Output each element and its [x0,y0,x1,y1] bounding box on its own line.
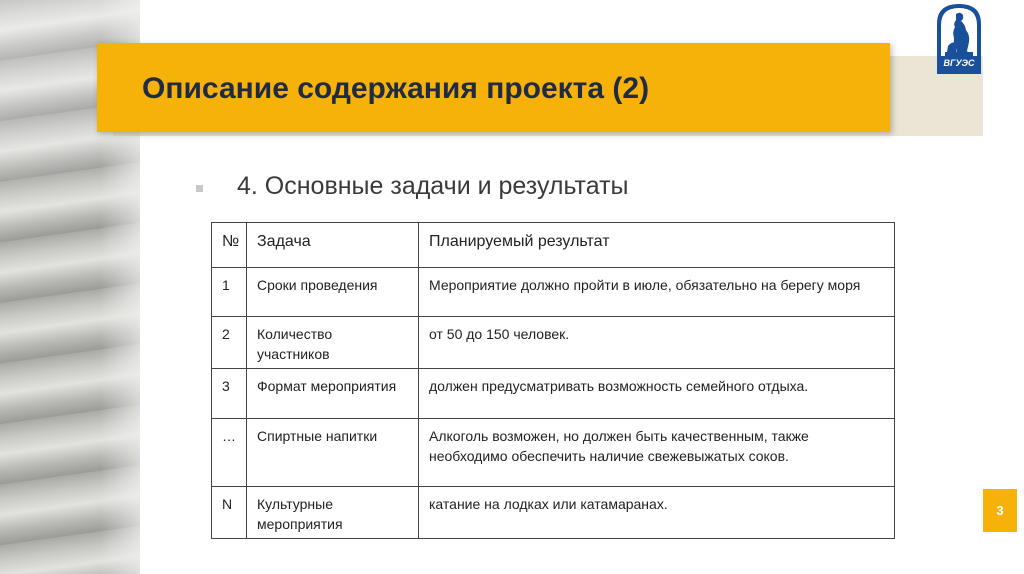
cell-number: 3 [212,369,247,419]
table-row [212,369,895,419]
table-row [212,268,895,317]
cell-result: должен предусматривать возможность семейного отдыха. [419,369,895,419]
square-bullet-icon [196,185,203,192]
university-logo [934,2,984,76]
table-row [212,487,895,539]
slide-subtitle: 4. Основные задачи и результаты [237,172,629,200]
cell-task: Формат мероприятия [247,369,419,419]
header-task: Задача [247,223,419,268]
tasks-table [211,222,895,539]
cell-task: Спиртные напитки [247,419,419,487]
cell-result: катание на лодках или катамаранах. [419,487,895,539]
cell-task: Сроки проведения [247,268,419,317]
cell-result: от 50 до 150 человек. [419,317,895,369]
logo-text: ВГУЭС [943,58,975,68]
header-number: № [212,223,247,268]
table-header-row [212,223,895,268]
cell-number: 2 [212,317,247,369]
slide-title: Описание содержания проекта (2) [142,72,650,105]
cell-task: Культурные мероприятия [247,487,419,539]
cell-number: 1 [212,268,247,317]
table-row [212,419,895,487]
cell-number: … [212,419,247,487]
cell-number: N [212,487,247,539]
cell-result: Алкоголь возможен, но должен быть качественным, также необходимо обеспечить наличие свежевыжатых соков. [419,419,895,487]
table-row [212,317,895,369]
cell-task: Количество участников [247,317,419,369]
header-result: Планируемый результат [419,223,895,268]
page-number-badge: 3 [983,489,1017,532]
cell-result: Мероприятие должно пройти в июле, обязательно на берегу моря [419,268,895,317]
title-bar [97,43,890,132]
